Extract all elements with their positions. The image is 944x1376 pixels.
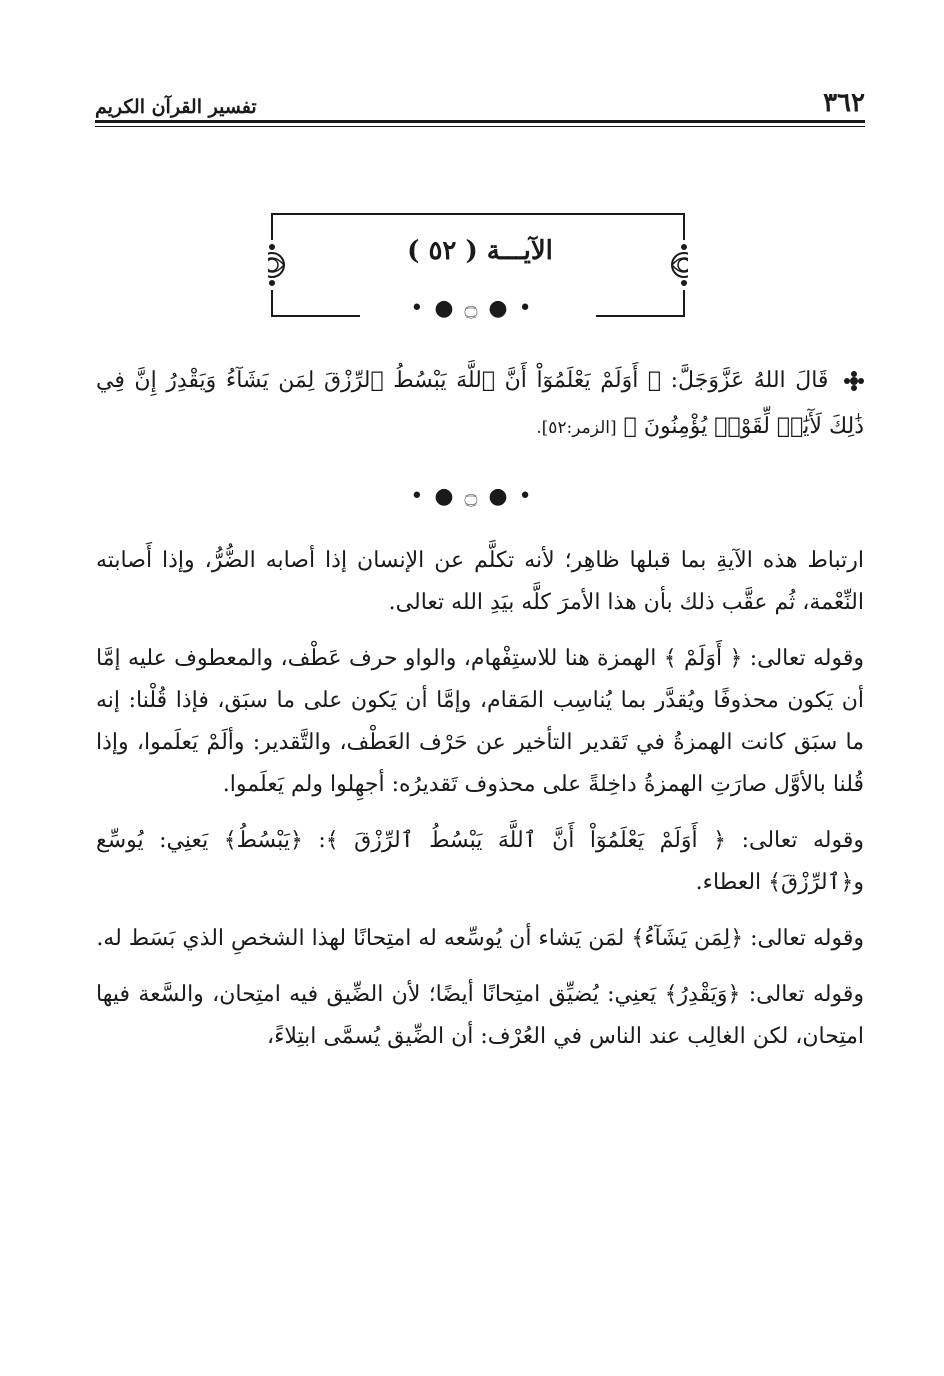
flower-ornament-icon <box>844 371 864 391</box>
ayah-heading: الآيـــة ( ٥٢ ) <box>407 236 553 266</box>
paragraph: وقوله تعالى: ﴿لِمَن يَشَآءُ﴾ لمَن يَشاء أن يُوسِّعه له امتِحانًا لهذا الشخصِ الذي بَسَط له. <box>96 926 864 951</box>
page-number: ٣٦٢ <box>823 88 865 118</box>
section-divider: • ● ۝ ● • <box>410 484 534 509</box>
paragraph: ارتباط هذه الآيةِ بما قبلها ظاهِر؛ لأنه تكلَّم عن الإنسان إذا أصابه الضُّرُّ، وإذا أَصابته النِّعْمة، ثُم عقَّب ذلك بأن هذا الأمرَ كلَّه بيَدِ الله تعالى. <box>96 548 864 615</box>
book-title: تفسير القرآن الكريم <box>95 96 257 118</box>
frame-divider: • ● ۝ ● • <box>410 296 534 321</box>
commentary-body <box>96 540 864 1072</box>
paragraph: وقوله تعالى: ﴿ أَوَلَمْ يَعْلَمُوٓاْ أَنَّ ٱللَّهَ يَبْسُطُ ٱلرِّزْقَ ﴾: ﴿يَبْسُطُ﴾ يَعنِي: يُوسِّع و﴿ٱلرِّزْقَ﴾ العطاء. <box>96 828 864 895</box>
header-rule-thin <box>95 126 865 127</box>
verse-reference: [الزمر:٥٢]. <box>536 418 617 438</box>
page-header <box>95 78 865 118</box>
header-rule <box>95 120 865 123</box>
right-ornament-icon <box>672 244 688 286</box>
left-ornament-icon <box>268 244 284 286</box>
quran-verse <box>96 358 864 451</box>
verse-text: ﴿ أَوَلَمْ يَعْلَمُوٓاْ أَنَّ ٱللَّهَ يَبْسُطُ ٱلرِّزْقَ لِمَن يَشَآءُ وَيَقْدِرُ إِنَّ فِي ذَٰلِكَ لَأٓيَٰتٖ لِّقَوْمٖ يُؤْمِنُونَ ﴾ <box>96 368 864 439</box>
paragraph: وقوله تعالى: ﴿ أَوَلَمْ ﴾ الهمزة هنا للاستِفْهام، والواو حرف عَطْف، والمعطوف عليه إمَّا أن يَكون محذوفًا ويُقدَّر بما يُناسِب المَقام، وإمَّا أن يَكون على ما سبَق، فإذا قُلْنا: إنه ما سبَق كانت الهمزةُ في تَقدير التأخير عن حَرْف العَطْف، والتَّقدير: وألَمْ يَعلَموا، وإذا قُلنا بالأوَّل صارَتِ الهمزةُ داخِلةً على محذوف تَقديرُه: أجهِلوا ولم يَعلَموا. <box>96 646 864 797</box>
verse-intro: قَالَ اللهُ عَزَّوَجَلَّ: <box>670 368 829 393</box>
paragraph: وقوله تعالى: ﴿وَيَقْدِرُ﴾ يَعنِي: يُضيِّق امتِحانًا أيضًا؛ لأن الضِّيق فيه امتِحان، والسَّعة فيها امتِحان، لكن الغالِب عند الناس في العُرْف: أن الضِّيق يُسمَّى ابتِلاءً، <box>96 982 864 1049</box>
